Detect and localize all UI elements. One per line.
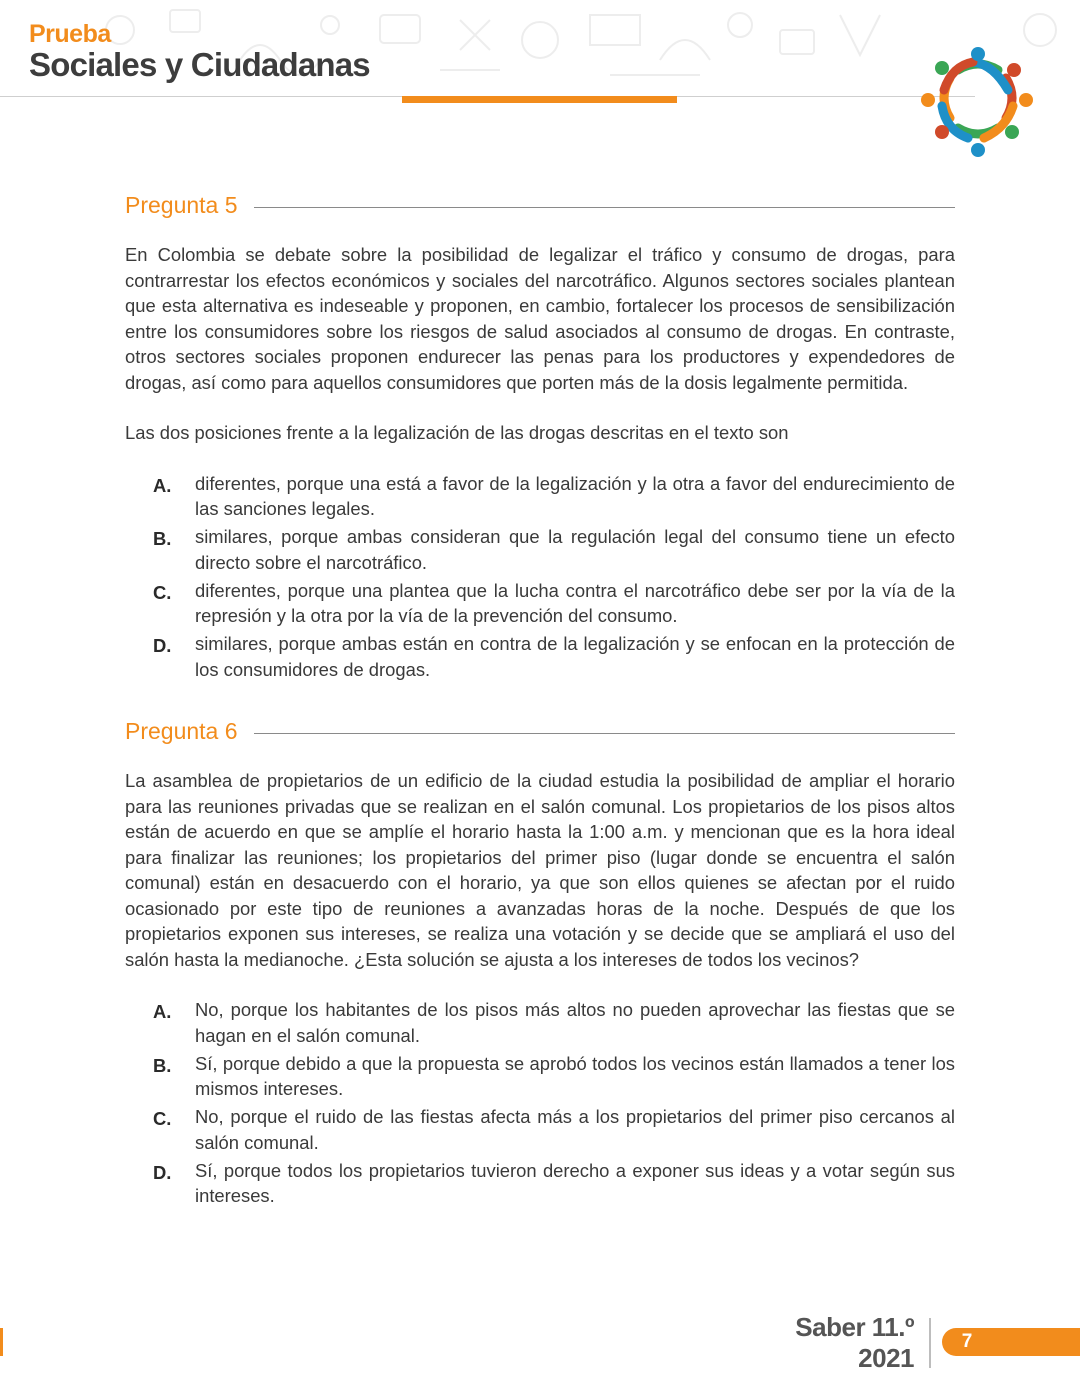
- page-header: [0, 0, 1080, 110]
- question-5-option-a[interactable]: [125, 471, 955, 522]
- option-text: No, porque el ruido de las fiestas afecta más a los propietarios del primer piso cercanos al salón comunal.: [195, 1106, 955, 1153]
- option-text: similares, porque ambas consideran que la regulación legal del consumo tiene un efecto directo sobre el narcotráfico.: [195, 526, 955, 573]
- footer-divider: [929, 1318, 931, 1368]
- option-letter: D.: [153, 635, 172, 656]
- question-6-option-c[interactable]: [125, 1104, 955, 1155]
- question-6-option-a[interactable]: [125, 997, 955, 1048]
- option-text: similares, porque ambas están en contra de la legalización y se enfocan en la protección de los consumidores de drogas.: [195, 633, 955, 680]
- question-6-title: Pregunta 6: [125, 717, 238, 744]
- question-6-text: La asamblea de propietarios de un edificio de la ciudad estudia la posibilidad de ampliar el horario para las reuniones privadas que se realizan en el salón comunal. Los propietarios de los pisos altos están de acuerdo en que se amplíe el horario hasta la 1:00 a.m. y mencionan que es la hora ideal para finalizar las reuniones; los propietarios del primer piso (lugar donde se encuentra el salón comunal) están en desacuerdo con el horario, ya que son ellos quienes se afectan por el ruido ocasionado por este tipo de reuniones a avanzadas horas de la noche. Después de que los propietarios exponen sus intereses, se realiza una votación y se decide que se ampliará el uso del salón hasta la medianoche. ¿Esta solución se ajusta a los intereses de todos los vecinos?: [125, 770, 955, 970]
- option-text: diferentes, porque una plantea que la lucha contra el narcotráfico debe ser por la vía de la represión y la otra por la vía de la prevención del consumo.: [195, 579, 955, 626]
- option-text: No, porque los habitantes de los pisos más altos no pueden aprovechar las fiestas que se hagan en el salón comunal.: [195, 999, 955, 1046]
- question-5-prompt: Las dos posiciones frente a la legalización de las drogas descritas en el texto son: [125, 422, 789, 443]
- question-5-option-c[interactable]: [125, 578, 955, 629]
- question-6-header: [125, 712, 955, 750]
- footer-exam-label: [780, 1312, 914, 1374]
- question-5-header: [125, 186, 955, 224]
- question-6-rule: [254, 733, 955, 734]
- option-text: diferentes, porque una está a favor de la legalización y la otra a favor del endurecimiento de las sanciones legales.: [195, 472, 955, 519]
- question-6-option-b[interactable]: [125, 1051, 955, 1102]
- footer-year: 2021: [858, 1343, 914, 1373]
- subject-title: Sociales y Ciudadanas: [29, 46, 370, 83]
- option-letter: B.: [153, 1054, 172, 1076]
- test-label: Prueba: [29, 20, 111, 48]
- footer-saber: Saber 11.º: [795, 1312, 914, 1342]
- header-accent-bar: [402, 96, 677, 103]
- main-content: [125, 186, 955, 1211]
- question-5-option-d[interactable]: [125, 631, 955, 682]
- question-5-option-b[interactable]: [125, 524, 955, 575]
- page-number: 7: [961, 1331, 973, 1352]
- option-letter: A.: [153, 1001, 172, 1022]
- option-letter: C.: [153, 1108, 172, 1129]
- option-letter: C.: [153, 581, 172, 603]
- question-6-option-d[interactable]: [125, 1158, 955, 1209]
- option-text: Sí, porque debido a que la propuesta se aprobó todos los vecinos están llamados a tener los mismos intereses.: [195, 1052, 955, 1099]
- left-margin-mark: [0, 1328, 3, 1356]
- question-5-text: En Colombia se debate sobre la posibilidad de legalizar el tráfico y consumo de drogas, para contrarrestar los efectos económicos y sociales del narcotráfico. Algunos sectores sociales plantean que esta alternativa es indeseable y proponen, en cambio, fortalecer los procesos de sensibilización entre los consumidores sobre los riesgos de salud asociados al consumo de drogas. En contraste, otros sectores sociales proponen endurecer las penas para los productores y expendedores de drogas, así como para aquellos consumidores que porten más de la dosis legalmente permitida.: [125, 244, 955, 393]
- question-6-options: [125, 997, 955, 1209]
- option-text: Sí, porque todos los propietarios tuvieron derecho a exponer sus ideas y a votar según sus intereses.: [195, 1159, 955, 1206]
- question-5-title: Pregunta 5: [125, 191, 238, 218]
- question-5-options: [125, 471, 955, 683]
- people-circle-logo-icon: [918, 40, 1038, 160]
- question-5-rule: [254, 207, 955, 208]
- option-letter: A.: [153, 474, 172, 496]
- option-letter: D.: [153, 1161, 172, 1183]
- option-letter: B.: [153, 528, 172, 549]
